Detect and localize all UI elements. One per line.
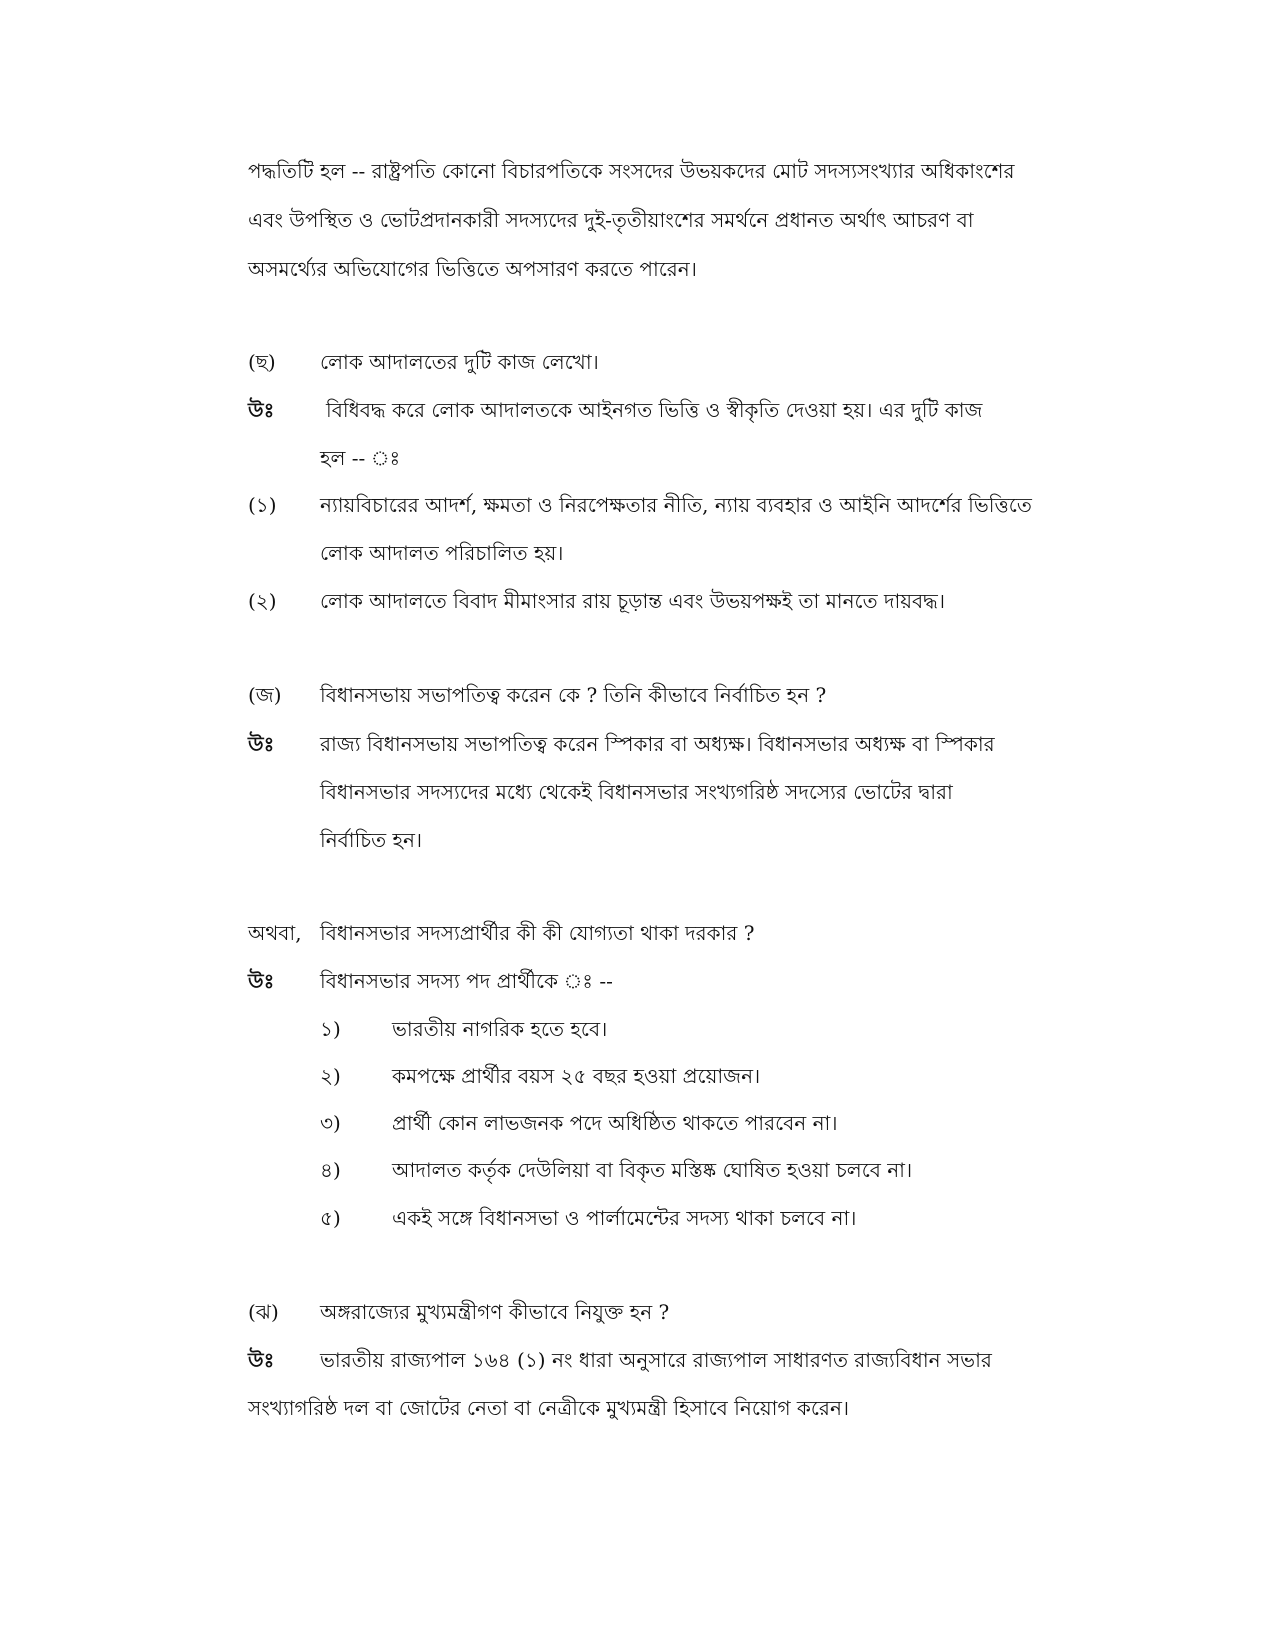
answer-label-jha: উঃ bbox=[248, 1348, 275, 1372]
point-line: লোক আদালতে বিবাদ মীমাংসার রায় চূড়ান্ত এবং উভয়পক্ষই তা মানতে দায়বদ্ধ। bbox=[320, 589, 945, 613]
question-ja: বিধানসভায় সভাপতিত্ব করেন কে ? তিনি কীভাবে নির্বাচিত হন ? bbox=[320, 683, 827, 707]
answer-ja-line-1: রাজ্য বিধানসভায় সভাপতিত্ব করেন স্পিকার বা অধ্যক্ষ। বিধানসভার অধ্যক্ষ বা স্পিকার bbox=[320, 732, 995, 756]
question-jha: অঙ্গরাজ্যের মুখ্যমন্ত্রীগণ কীভাবে নিযুক্ত হন ? bbox=[320, 1300, 670, 1324]
question-label-othoba: অথবা, bbox=[248, 921, 302, 945]
list-item-text: ভারতীয় নাগরিক হতে হবে। bbox=[392, 1017, 608, 1041]
question-label-chha: (ছ) bbox=[248, 350, 276, 374]
question-label-jha: (ঝ) bbox=[248, 1300, 279, 1324]
list-item-number: ৪) bbox=[320, 1158, 341, 1182]
answer-chha-line-1: বিধিবদ্ধ করে লোক আদালতকে আইনগত ভিত্তি ও স্বীকৃতি দেওয়া হয়। এর দুটি কাজ bbox=[326, 398, 983, 422]
point-line: ন্যায়বিচারের আদর্শ, ক্ষমতা ও নিরপেক্ষতার নীতি, ন্যায় ব্যবহার ও আইনি আদর্শের ভিত্তিতে bbox=[320, 493, 1032, 517]
list-item-text: কমপক্ষে প্রার্থীর বয়স ২৫ বছর হওয়া প্রয়োজন। bbox=[392, 1064, 761, 1088]
question-label-ja: (জ) bbox=[248, 683, 282, 707]
answer-label-ja: উঃ bbox=[248, 732, 275, 756]
list-item-number: ৩) bbox=[320, 1111, 341, 1135]
list-item-number: ৫) bbox=[320, 1206, 341, 1230]
list-item-text: আদালত কর্তৃক দেউলিয়া বা বিকৃত মস্তিষ্ক ঘোষিত হওয়া চলবে না। bbox=[392, 1158, 913, 1182]
list-item-number: ২) bbox=[320, 1064, 341, 1088]
list-item-number: ১) bbox=[320, 1017, 341, 1041]
point-number: (১) bbox=[248, 493, 277, 517]
answer-othoba-intro: বিধানসভার সদস্য পদ প্রার্থীকে ঃ -- bbox=[320, 969, 613, 993]
point-number: (২) bbox=[248, 589, 277, 613]
answer-label-othoba: উঃ bbox=[248, 969, 275, 993]
answer-ja-line-2: বিধানসভার সদস্যদের মধ্যে থেকেই বিধানসভার সংখ্যগরিষ্ঠ সদস্যের ভোটের দ্বারা bbox=[320, 780, 953, 804]
answer-jha-line-1: ভারতীয় রাজ্যপাল ১৬৪ (১) নং ধারা অনুসারে রাজ্যপাল সাধারণত রাজ্যবিধান সভার bbox=[320, 1348, 992, 1372]
intro-line-3: অসমর্থ্যের অভিযোগের ভিত্তিতে অপসারণ করতে পারেন। bbox=[248, 257, 697, 281]
list-item-text: একই সঙ্গে বিধানসভা ও পার্লামেন্টের সদস্য থাকা চলবে না। bbox=[392, 1206, 857, 1230]
list-item-text: প্রার্থী কোন লাভজনক পদে অধিষ্ঠিত থাকতে পারবেন না। bbox=[392, 1111, 838, 1135]
answer-ja-line-3: নির্বাচিত হন। bbox=[320, 828, 423, 852]
intro-line-2: এবং উপস্থিত ও ভোটপ্রদানকারী সদস্যদের দুই-তৃতীয়াংশের সমর্থনে প্রধানত অর্থাৎ আচরণ বা bbox=[248, 208, 974, 232]
answer-label-chha: উঃ bbox=[248, 398, 275, 422]
question-chha: লোক আদালতের দুটি কাজ লেখো। bbox=[320, 350, 599, 374]
intro-line-1: পদ্ধতিটি হল -- রাষ্ট্রপতি কোনো বিচারপতিকে সংসদের উভয়কদের মোট সদস্যসংখ্যার অধিকাংশের bbox=[248, 159, 1015, 183]
answer-jha-line-2: সংখ্যাগরিষ্ঠ দল বা জোটের নেতা বা নেত্রীকে মুখ্যমন্ত্রী হিসাবে নিয়োগ করেন। bbox=[248, 1396, 850, 1420]
question-othoba: বিধানসভার সদস্যপ্রার্থীর কী কী যোগ্যতা থাকা দরকার ? bbox=[320, 921, 755, 945]
answer-chha-line-2: হল -- ঃ bbox=[320, 446, 401, 470]
point-line: লোক আদালত পরিচালিত হয়। bbox=[320, 541, 564, 565]
